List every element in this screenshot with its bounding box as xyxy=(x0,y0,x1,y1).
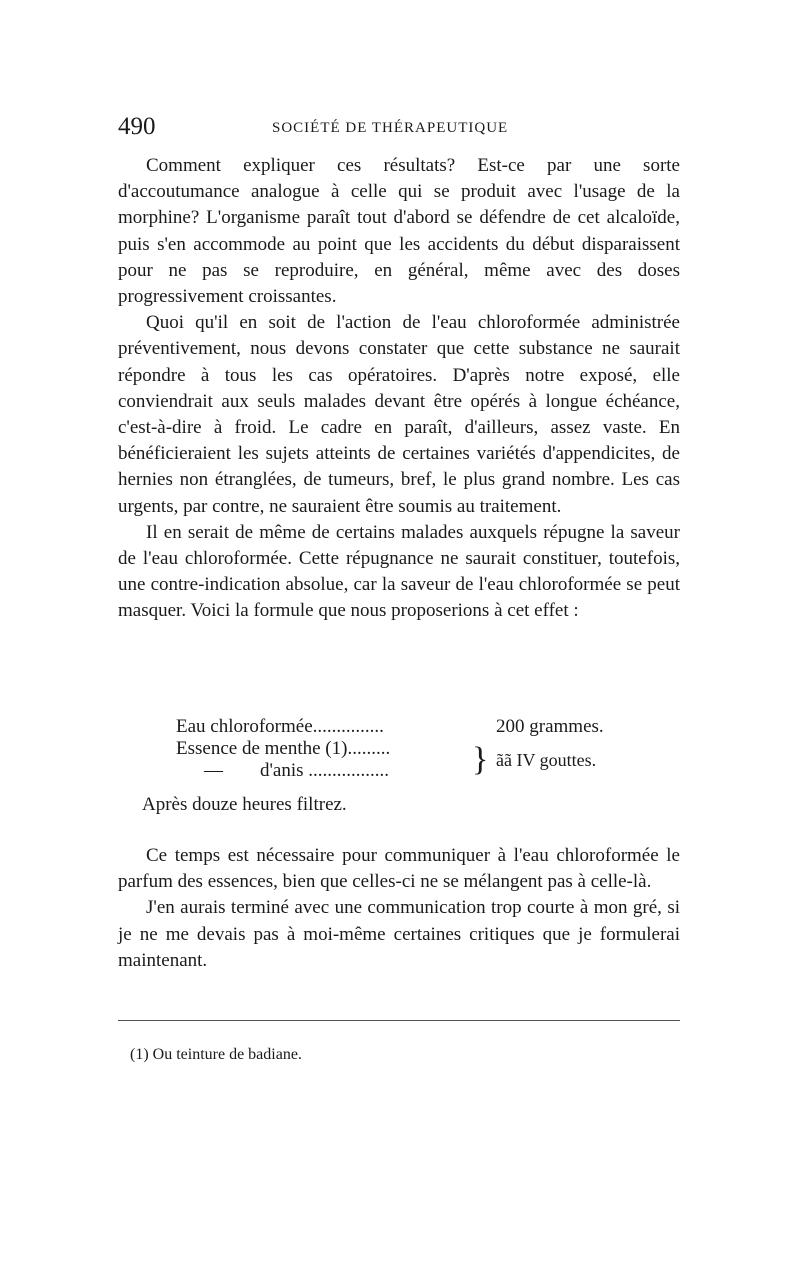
footnote-rule xyxy=(118,1020,680,1021)
paragraph: Quoi qu'il en soit de l'action de l'eau chloroformée administrée préventivement, nous devons constater que cette substance ne saurait répondre à tous les cas opératoires. D'après notre exposé, elle conviendrait aux seuls malades devant être opérés à longue échéance, c'est-à-dire à froid. Le cadre en paraît, d'ailleurs, assez vaste. En bénéficieraient les sujets atteints de certaines variétés d'appendicites, de hernies non étranglées, de tumeurs, bref, le plus grand nombre. Les cas urgents, par contre, ne sauraient être soumis au traitement. xyxy=(118,312,680,517)
after-recipe-text: Après douze heures filtrez. xyxy=(142,794,347,815)
recipe-ingredient: d'anis ................. xyxy=(260,760,390,781)
paragraph: Comment expliquer ces résultats? Est-ce par une sorte d'accoutumance analogue à celle qui se produit avec l'usage de la morphine? L'organisme paraît tout d'abord se défendre de cet alcaloïde, puis s'en accommode au point que les accidents du début disparaissent pour ne pas se reproduire, en général, même avec des doses progressivement croissantes. xyxy=(118,155,680,308)
recipe-line xyxy=(176,738,636,782)
recipe-ingredient: Eau chloroformée............... xyxy=(176,716,384,737)
page-number: 490 xyxy=(118,113,156,140)
paragraph: Ce temps est nécessaire pour communiquer à l'eau chloroformée le parfum des essences, bien que celles-ci ne se mélangent pas à celle-là. xyxy=(118,845,680,893)
recipe-line xyxy=(176,716,636,738)
recipe-quantity: ãã IV gouttes. xyxy=(496,750,597,770)
recipe-formula xyxy=(176,716,636,782)
footnote: (1) Ou teinture de badiane. xyxy=(130,1046,302,1063)
brace: } xyxy=(472,741,489,778)
main-text-continued xyxy=(118,843,680,974)
main-text xyxy=(118,153,680,625)
recipe-quantity: 200 grammes. xyxy=(496,716,604,737)
paragraph: Il en serait de même de certains malades auxquels répugne la saveur de l'eau chloroformée. Cette répugnance ne saurait constituer, toutefois, une contre-indication absolue, car la saveur de l'eau chloroformée se peut masquer. Voici la formule que nous proposerions à cet effet : xyxy=(118,521,680,622)
running-head: SOCIÉTÉ DE THÉRAPEUTIQUE xyxy=(272,120,509,136)
recipe-ingredient: Essence de menthe (1)......... xyxy=(176,738,391,759)
paragraph: J'en aurais terminé avec une communication trop courte à mon gré, si je ne me devais pas à moi-même certaines critiques que je formulerai maintenant. xyxy=(118,897,680,971)
recipe-dash: — xyxy=(204,760,223,781)
